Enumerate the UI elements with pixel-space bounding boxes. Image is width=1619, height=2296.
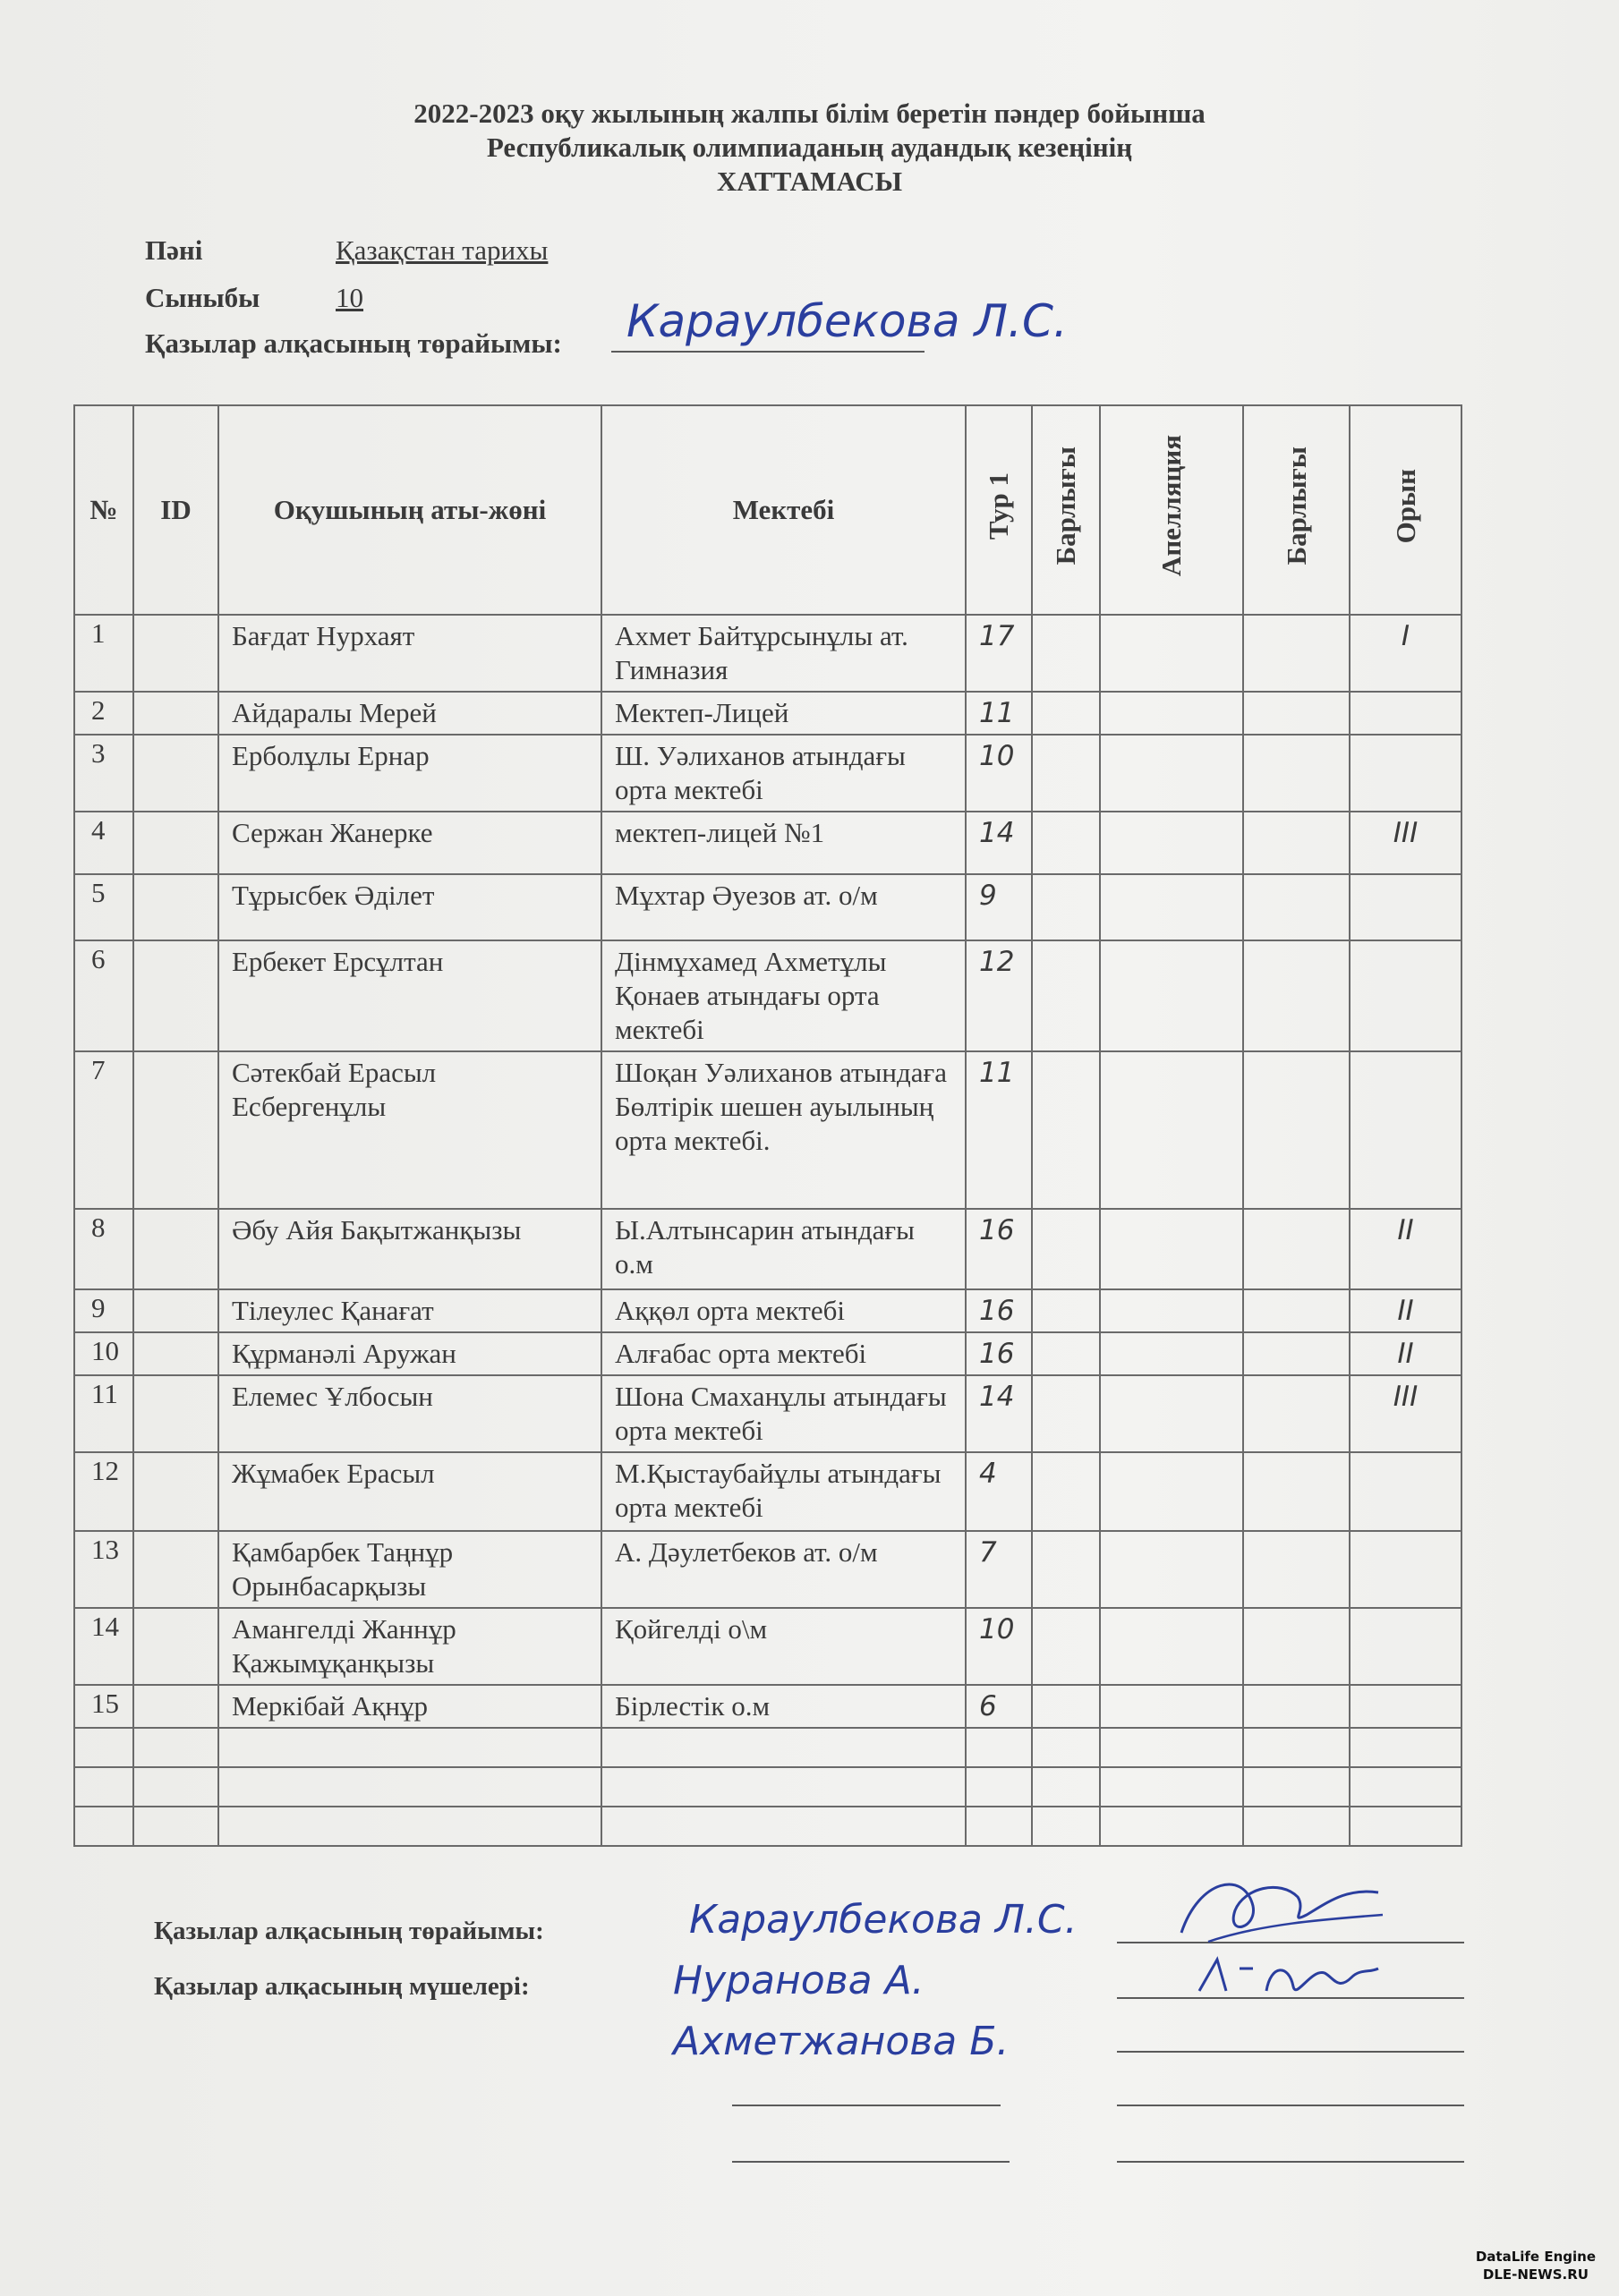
place-mark: [1350, 1051, 1461, 1209]
place-mark: [1350, 940, 1461, 1051]
row-id: [133, 692, 218, 735]
row-number: 6: [74, 940, 133, 1051]
school-name: Аққөл орта мектебі: [601, 1289, 966, 1332]
footer-members-label: Қазылар алқасының мүшелері:: [154, 1972, 530, 2001]
place-mark: [1350, 1685, 1461, 1728]
row-number: 11: [74, 1375, 133, 1452]
student-name: Меркібай Ақнұр: [218, 1685, 601, 1728]
row-number: 5: [74, 874, 133, 940]
table-row: [74, 615, 1461, 692]
appeal-cell: [1100, 1608, 1243, 1685]
class-value: 10: [336, 282, 363, 313]
total-cell: [1032, 874, 1100, 940]
place-mark: II: [1350, 1289, 1461, 1332]
place-mark: [1350, 1452, 1461, 1531]
total-cell: [1032, 615, 1100, 692]
student-name: Амангелді Жаннұр Қажымұқанқызы: [218, 1608, 601, 1685]
results-table: [73, 404, 1462, 1847]
school-name: Ахмет Байтұрсынұлы ат. Гимназия: [601, 615, 966, 692]
row-id: [133, 1452, 218, 1531]
place-mark: II: [1350, 1332, 1461, 1375]
table-row: [74, 1685, 1461, 1728]
tour1-score: 17: [966, 615, 1032, 692]
tour1-score: 16: [966, 1209, 1032, 1289]
name-line: [732, 2105, 1001, 2106]
appeal-cell: [1100, 1452, 1243, 1531]
col-total2-header: Барлығы: [1243, 405, 1350, 615]
table-row: [74, 1209, 1461, 1289]
tour1-score: 16: [966, 1332, 1032, 1375]
total2-cell: [1243, 735, 1350, 812]
student-name: Жұмабек Ерасыл: [218, 1452, 601, 1531]
total-cell: [1032, 1051, 1100, 1209]
place-mark: III: [1350, 812, 1461, 874]
row-id: [133, 940, 218, 1051]
col-total1-header: Барлығы: [1032, 405, 1100, 615]
table-row: [74, 1289, 1461, 1332]
signature-line: [1117, 2161, 1464, 2163]
total2-cell: [1243, 1209, 1350, 1289]
row-id: [133, 874, 218, 940]
col-tour1-header: Тур 1: [966, 405, 1032, 615]
table-row: [74, 940, 1461, 1051]
total2-cell: [1243, 1608, 1350, 1685]
row-id: [133, 1685, 218, 1728]
school-name: Ы.Алтынсарин атындағы о.м: [601, 1209, 966, 1289]
total-cell: [1032, 812, 1100, 874]
school-name: Мектеп-Лицей: [601, 692, 966, 735]
total2-cell: [1243, 1375, 1350, 1452]
row-number: 15: [74, 1685, 133, 1728]
tour1-score: 10: [966, 1608, 1032, 1685]
row-id: [133, 1608, 218, 1685]
school-name: Бірлестік о.м: [601, 1685, 966, 1728]
appeal-cell: [1100, 735, 1243, 812]
member-signature-scribble: [1190, 1951, 1387, 2004]
place-mark: [1350, 692, 1461, 735]
col-place-header: Орын: [1350, 405, 1461, 615]
tour1-score: 6: [966, 1685, 1032, 1728]
row-number: 3: [74, 735, 133, 812]
row-id: [133, 1332, 218, 1375]
student-name: Қамбарбек Таңнұр Орынбасарқызы: [218, 1531, 601, 1608]
student-name: Тілеулес Қанағат: [218, 1289, 601, 1332]
student-name: Айдаралы Мерей: [218, 692, 601, 735]
row-number: 9: [74, 1289, 133, 1332]
tour1-score: 14: [966, 812, 1032, 874]
chair-underline: [611, 351, 925, 353]
tour1-score: 7: [966, 1531, 1032, 1608]
row-id: [133, 615, 218, 692]
place-mark: [1350, 874, 1461, 940]
row-number: 7: [74, 1051, 133, 1209]
footer-member-2: Ахметжанова Б.: [673, 2019, 1010, 2064]
place-mark: I: [1350, 615, 1461, 692]
student-name: Сәтекбай Ерасыл Есбергенұлы: [218, 1051, 601, 1209]
school-name: Шона Смаханұлы атындағы орта мектебі: [601, 1375, 966, 1452]
signature-line: [1117, 2105, 1464, 2106]
table-row: [74, 1375, 1461, 1452]
total-cell: [1032, 1531, 1100, 1608]
tour1-score: 10: [966, 735, 1032, 812]
row-id: [133, 1289, 218, 1332]
student-name: Тұрысбек Әділет: [218, 874, 601, 940]
school-name: Қойгелді о\м: [601, 1608, 966, 1685]
appeal-cell: [1100, 812, 1243, 874]
appeal-cell: [1100, 1051, 1243, 1209]
table-row: [74, 1531, 1461, 1608]
table-row: [74, 735, 1461, 812]
total2-cell: [1243, 615, 1350, 692]
signature-line: [1117, 2051, 1464, 2053]
appeal-cell: [1100, 615, 1243, 692]
total-cell: [1032, 1289, 1100, 1332]
total-cell: [1032, 1375, 1100, 1452]
total2-cell: [1243, 1685, 1350, 1728]
total2-cell: [1243, 1531, 1350, 1608]
row-id: [133, 812, 218, 874]
total2-cell: [1243, 1332, 1350, 1375]
name-line: [732, 2161, 1010, 2163]
total2-cell: [1243, 1051, 1350, 1209]
tour1-score: 11: [966, 692, 1032, 735]
school-name: Мұхтар Әуезов ат. о/м: [601, 874, 966, 940]
empty-row: [74, 1767, 1461, 1807]
table-header-row: [74, 405, 1461, 615]
total-cell: [1032, 1608, 1100, 1685]
place-mark: II: [1350, 1209, 1461, 1289]
row-id: [133, 1051, 218, 1209]
school-name: М.Қыстаубайұлы атындағы орта мектебі: [601, 1452, 966, 1531]
place-mark: [1350, 1531, 1461, 1608]
row-number: 8: [74, 1209, 133, 1289]
school-name: мектеп-лицей №1: [601, 812, 966, 874]
total-cell: [1032, 1332, 1100, 1375]
tour1-score: 14: [966, 1375, 1032, 1452]
student-name: Елемес Ұлбосын: [218, 1375, 601, 1452]
row-number: 2: [74, 692, 133, 735]
total2-cell: [1243, 1289, 1350, 1332]
col-appeal-header: Апелляция: [1100, 405, 1243, 615]
total-cell: [1032, 1452, 1100, 1531]
chair-handwritten: Караулбекова Л.С.: [626, 295, 1068, 347]
table-row: [74, 1452, 1461, 1531]
tour1-score: 12: [966, 940, 1032, 1051]
school-name: Дінмұхамед Ахметұлы Қонаев атындағы орта мектебі: [601, 940, 966, 1051]
student-name: Әбу Айя Бақытжанқызы: [218, 1209, 601, 1289]
tour1-score: 9: [966, 874, 1032, 940]
row-number: 1: [74, 615, 133, 692]
empty-row: [74, 1807, 1461, 1846]
student-name: Құрманәлі Аружан: [218, 1332, 601, 1375]
table-row: [74, 1608, 1461, 1685]
footer-chair-name: Караулбекова Л.С.: [689, 1897, 1078, 1943]
place-mark: [1350, 735, 1461, 812]
footer-member-1: Нуранова А.: [673, 1958, 925, 2003]
chair-label: Қазылар алқасының төрайымы:: [145, 327, 562, 359]
subject-value: Қазақстан тарихы: [336, 234, 549, 266]
total-cell: [1032, 735, 1100, 812]
row-id: [133, 1375, 218, 1452]
row-id: [133, 1209, 218, 1289]
school-name: А. Дәулетбеков ат. о/м: [601, 1531, 966, 1608]
total-cell: [1032, 940, 1100, 1051]
col-number-header: №: [74, 405, 133, 615]
appeal-cell: [1100, 1209, 1243, 1289]
subject-label: Пәні: [145, 234, 203, 266]
row-number: 12: [74, 1452, 133, 1531]
place-mark: [1350, 1608, 1461, 1685]
footer-chair-label: Қазылар алқасының төрайымы:: [154, 1917, 544, 1945]
student-name: Бағдат Нурхаят: [218, 615, 601, 692]
row-id: [133, 1531, 218, 1608]
table-row: [74, 812, 1461, 874]
appeal-cell: [1100, 1375, 1243, 1452]
title-line-3: ХАТТАМАСЫ: [716, 166, 903, 197]
school-name: Ш. Уәлиханов атындағы орта мектебі: [601, 735, 966, 812]
tour1-score: 4: [966, 1452, 1032, 1531]
appeal-cell: [1100, 692, 1243, 735]
total2-cell: [1243, 812, 1350, 874]
class-label: Сыныбы: [145, 282, 260, 313]
student-name: Ербекет Ерсұлтан: [218, 940, 601, 1051]
title-line-2: Республикалық олимпиаданың аудандық кезеңінің: [486, 132, 1133, 163]
school-name: Шоқан Уәлиханов атындаға Бөлтірік шешен ауылының орта мектебі.: [601, 1051, 966, 1209]
appeal-cell: [1100, 1685, 1243, 1728]
table-row: [74, 692, 1461, 735]
total2-cell: [1243, 1452, 1350, 1531]
total-cell: [1032, 1209, 1100, 1289]
tour1-score: 11: [966, 1051, 1032, 1209]
total-cell: [1032, 692, 1100, 735]
row-id: [133, 735, 218, 812]
col-id-header: ID: [133, 405, 218, 615]
appeal-cell: [1100, 1289, 1243, 1332]
total-cell: [1032, 1685, 1100, 1728]
place-mark: III: [1350, 1375, 1461, 1452]
row-number: 10: [74, 1332, 133, 1375]
total2-cell: [1243, 874, 1350, 940]
student-name: Сержан Жанерке: [218, 812, 601, 874]
row-number: 13: [74, 1531, 133, 1608]
table-row: [74, 1332, 1461, 1375]
chair-signature-scribble: [1172, 1861, 1387, 1960]
appeal-cell: [1100, 940, 1243, 1051]
school-name: Алғабас орта мектебі: [601, 1332, 966, 1375]
watermark: DataLife Engine DLE-NEWS.RU: [1475, 2249, 1596, 2283]
student-name: Ерболұлы Ернар: [218, 735, 601, 812]
title-line-1: 2022-2023 оқу жылының жалпы білім беретін пәндер бойынша: [413, 98, 1206, 129]
empty-row: [74, 1728, 1461, 1767]
col-school-header: Мектебі: [601, 405, 966, 615]
table-row: [74, 874, 1461, 940]
table-row: [74, 1051, 1461, 1209]
tour1-score: 16: [966, 1289, 1032, 1332]
total2-cell: [1243, 692, 1350, 735]
col-name-header: Оқушының аты-жөні: [218, 405, 601, 615]
total2-cell: [1243, 940, 1350, 1051]
row-number: 14: [74, 1608, 133, 1685]
appeal-cell: [1100, 1332, 1243, 1375]
appeal-cell: [1100, 1531, 1243, 1608]
row-number: 4: [74, 812, 133, 874]
appeal-cell: [1100, 874, 1243, 940]
